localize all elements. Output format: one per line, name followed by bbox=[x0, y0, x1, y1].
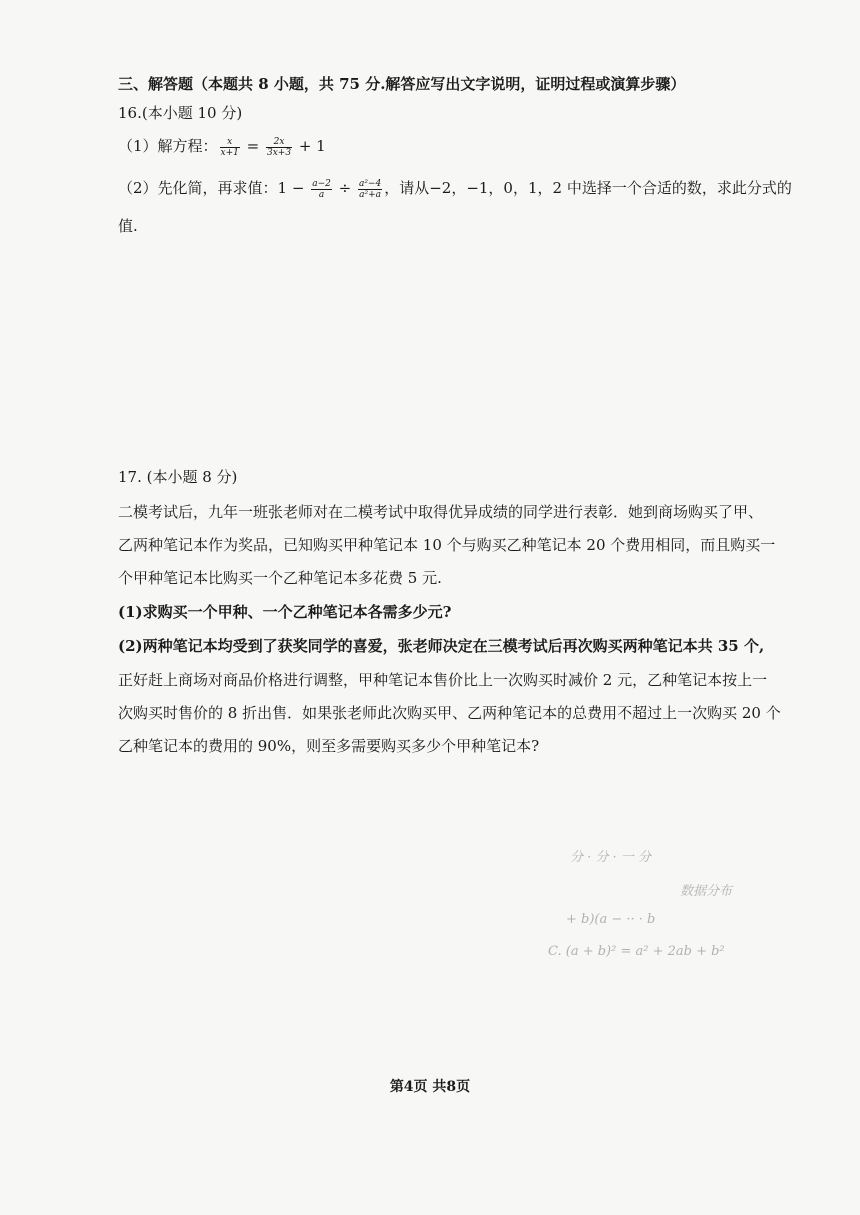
bleed-through-text: + b)(a − ·· · b bbox=[566, 912, 656, 927]
fraction-2-num: 2x bbox=[266, 137, 292, 148]
fraction-4-num: a²−4 bbox=[358, 178, 382, 189]
fraction-1-num: x bbox=[220, 137, 240, 148]
fraction-3-num: a−2 bbox=[312, 178, 331, 189]
q16-part1 bbox=[118, 136, 326, 158]
q17-line: 正好赶上商场对商品价格进行调整，甲种笔记本售价比上一次购买时减价 2 元，乙种笔记本按上一 bbox=[118, 671, 768, 689]
q17-line: 个甲种笔记本比购买一个乙种笔记本多花费 5 元. bbox=[118, 569, 442, 587]
q17-sub1: (1)求购买一个甲种、一个乙种笔记本各需多少元? bbox=[118, 603, 452, 621]
q17-sub2: (2)两种笔记本均受到了获奖同学的喜爱，张老师决定在三模考试后再次购买两种笔记本共 35 个, bbox=[118, 637, 765, 655]
fraction-4 bbox=[358, 179, 382, 200]
q16-part2-line2: 值. bbox=[118, 217, 138, 235]
q17-line: 次购买时售价的 8 折出售．如果张老师此次购买甲、乙两种笔记本的总费用不超过上一次购买 20 个 bbox=[118, 704, 781, 722]
bleed-through-text: 分 · 分 · 一 分 bbox=[570, 850, 651, 865]
fraction-1 bbox=[220, 137, 240, 158]
q16-part1-tail: + 1 bbox=[294, 137, 326, 155]
q16-part1-prefix: （1）解方程： bbox=[118, 137, 218, 155]
division-sign: ÷ bbox=[333, 179, 356, 197]
q17-line: 乙两种笔记本作为奖品，已知购买甲种笔记本 10 个与购买乙种笔记本 20 个费用相同，而且购买一 bbox=[118, 536, 776, 554]
fraction-2 bbox=[266, 137, 292, 158]
fraction-3 bbox=[311, 179, 332, 200]
q16-part2-tail: ，请从−2，−1，0，1，2 中选择一个合适的数，求此分式的 bbox=[384, 179, 792, 197]
q17-line: 二模考试后，九年一班张老师对在二模考试中取得优异成绩的同学进行表彰．她到商场购买了甲、 bbox=[118, 503, 764, 521]
bleed-through-text: C. (a + b)² = a² + 2ab + b² bbox=[548, 944, 725, 959]
fraction-1-den: x+1 bbox=[220, 147, 239, 158]
q17-line: 乙种笔记本的费用的 90%，则至多需要购买多少个甲种笔记本? bbox=[118, 737, 540, 755]
q16-part2-prefix: （2）先化简，再求值：1 − bbox=[118, 179, 310, 197]
q16-title: 16.(本小题 10 分) bbox=[118, 104, 243, 122]
fraction-3-den: a bbox=[318, 189, 325, 200]
equals-sign: = bbox=[241, 137, 264, 155]
q17-title: 17. (本小题 8 分) bbox=[118, 468, 238, 486]
page-footer: 第4页 共8页 bbox=[389, 1079, 471, 1095]
section-header: 三、解答题（本题共 8 小题，共 75 分.解答应写出文字说明，证明过程或演算步骤） bbox=[118, 75, 686, 93]
fraction-4-den: a²+a bbox=[359, 189, 382, 200]
q16-part2 bbox=[118, 178, 792, 200]
bleed-through-text: 数据分布 bbox=[680, 884, 733, 899]
fraction-2-den: 3x+3 bbox=[267, 147, 292, 158]
